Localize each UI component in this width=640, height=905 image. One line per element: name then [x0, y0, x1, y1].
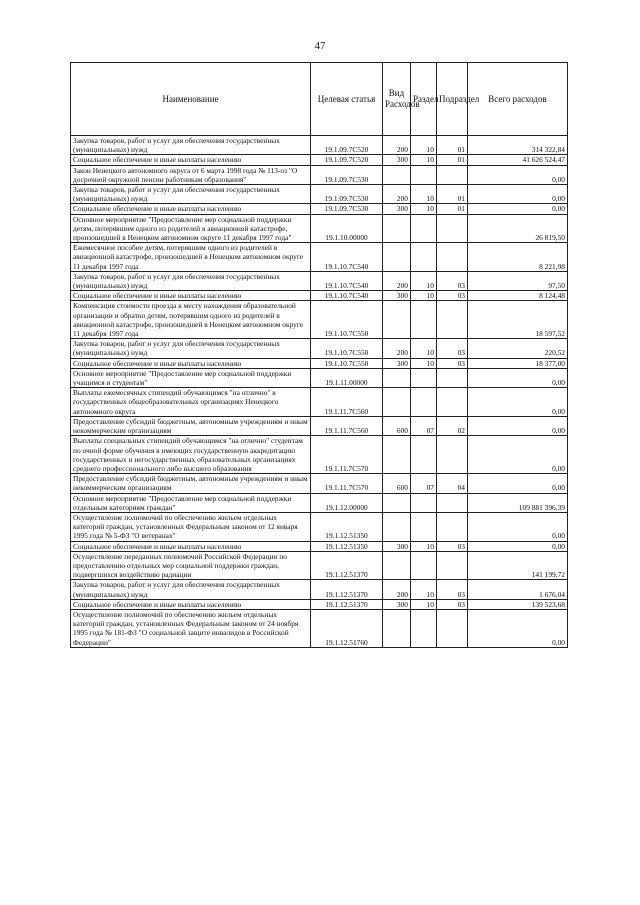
row-expense-type: 200 [383, 339, 411, 358]
row-expense-type [383, 165, 411, 184]
table-row [71, 155, 568, 165]
row-section: 10 [411, 136, 437, 155]
row-total: 0,00 [468, 416, 568, 435]
row-subsection: 03 [437, 580, 468, 599]
row-subsection: 01 [437, 185, 468, 204]
row-article: 19.1.10.7С550 [311, 339, 383, 358]
row-subsection: 03 [437, 339, 468, 358]
row-section: 10 [411, 358, 437, 368]
row-article: 19.1.12.51350 [311, 541, 383, 551]
row-subsection [437, 551, 468, 580]
row-name: Социальное обеспечение и иные выплаты населению [71, 155, 311, 165]
row-section [411, 493, 437, 512]
row-article: 19.1.10.00000 [311, 214, 383, 243]
header-subsection: Подраздел [437, 63, 468, 136]
row-name: Предоставление субсидий бюджетным, автономным учреждениям и иным некоммерческим организациям [71, 416, 311, 435]
row-section [411, 214, 437, 243]
table-row [71, 214, 568, 243]
table-row [71, 416, 568, 435]
row-expense-type [383, 214, 411, 243]
row-subsection: 01 [437, 155, 468, 165]
row-expense-type: 300 [383, 358, 411, 368]
row-total: 0,00 [468, 165, 568, 184]
header-name: Наименование [71, 63, 311, 136]
row-section [411, 368, 437, 387]
row-name: Закон Ненецкого автономного округа от 6 марта 1998 года № 113-оз "О досрочной окружной пенсии работникам образования" [71, 165, 311, 184]
row-section [411, 388, 437, 417]
table-row [71, 599, 568, 609]
row-expense-type [383, 243, 411, 272]
header-section: Раздел [411, 63, 437, 136]
row-total: 8 221,98 [468, 243, 568, 272]
row-expense-type [383, 368, 411, 387]
row-name: Основное мероприятие "Предоставление мер социальной поддержки детям, потерявшим одного из родителей в авиационной катастрофе, произошедшей в Ненецком автономном округе 11 декабря 1997 года" [71, 214, 311, 243]
row-section: 10 [411, 155, 437, 165]
header-expense-type: Вид Расходов [383, 63, 411, 136]
table-row [71, 541, 568, 551]
table-row [71, 301, 568, 339]
page-number: 47 [314, 40, 326, 52]
row-subsection: 03 [437, 271, 468, 290]
row-subsection: 01 [437, 204, 468, 214]
row-name: Социальное обеспечение и иные выплаты населению [71, 599, 311, 609]
row-name: Закупка товаров, работ и услуг для обеспечения государственных (муниципальных) нужд [71, 580, 311, 599]
row-name: Социальное обеспечение и иные выплаты населению [71, 291, 311, 301]
row-total: 220,52 [468, 339, 568, 358]
row-subsection [437, 436, 468, 474]
row-expense-type: 300 [383, 291, 411, 301]
row-subsection: 03 [437, 599, 468, 609]
row-total: 141 199,72 [468, 551, 568, 580]
table-row [71, 185, 568, 204]
row-name: Закупка товаров, работ и услуг для обеспечения государственных (муниципальных) нужд [71, 136, 311, 155]
row-name: Социальное обеспечение и иные выплаты населению [71, 204, 311, 214]
row-total: 0,00 [468, 368, 568, 387]
row-article: 19.1.10.7С540 [311, 243, 383, 272]
row-total: 0,00 [468, 541, 568, 551]
row-section: 10 [411, 580, 437, 599]
row-expense-type [383, 436, 411, 474]
row-expense-type [383, 512, 411, 541]
row-section [411, 165, 437, 184]
table-row [71, 474, 568, 493]
row-total: 0,00 [468, 609, 568, 647]
row-expense-type [383, 493, 411, 512]
row-total: 18 597,52 [468, 301, 568, 339]
row-total: 18 377,00 [468, 358, 568, 368]
row-section [411, 512, 437, 541]
table-row [71, 204, 568, 214]
row-section: 10 [411, 541, 437, 551]
row-section [411, 609, 437, 647]
row-total: 0,00 [468, 204, 568, 214]
row-section: 10 [411, 339, 437, 358]
row-name: Закупка товаров, работ и услуг для обеспечения государственных (муниципальных) нужд [71, 271, 311, 290]
row-expense-type: 200 [383, 185, 411, 204]
table-body [71, 136, 568, 648]
table-row [71, 358, 568, 368]
table-row [71, 609, 568, 647]
row-total: 0,00 [468, 185, 568, 204]
row-name: Закупка товаров, работ и услуг для обеспечения государственных (муниципальных) нужд [71, 339, 311, 358]
row-total: 109 881 396,39 [468, 493, 568, 512]
row-article: 19.1.09.7С530 [311, 165, 383, 184]
row-name: Предоставление субсидий бюджетным, автономным учреждениям и иным некоммерческим организациям [71, 474, 311, 493]
row-expense-type [383, 388, 411, 417]
table-row [71, 368, 568, 387]
row-name: Компенсация стоимости проезда к месту нахождения образовательной организации и обратно детям, потерявшим одного из родителей в авиационной катастрофе, произошедшей в Ненецком автономном округе 11 декабря 1997 года [71, 301, 311, 339]
row-name: Выплаты ежемесячных стипендий обучающимся "на отлично" в государственных общеобразовательных организациях Ненецкого автономного округа [71, 388, 311, 417]
row-section: 10 [411, 185, 437, 204]
row-article: 19.1.11.7С570 [311, 474, 383, 493]
row-article: 19.1.09.7С520 [311, 136, 383, 155]
row-expense-type: 200 [383, 136, 411, 155]
table-row [71, 551, 568, 580]
row-section [411, 436, 437, 474]
row-subsection: 03 [437, 358, 468, 368]
row-expense-type: 200 [383, 580, 411, 599]
row-expense-type: 600 [383, 474, 411, 493]
row-article: 19.1.09.7С520 [311, 155, 383, 165]
row-article: 19.1.12.51370 [311, 580, 383, 599]
row-total: 26 819,50 [468, 214, 568, 243]
table-row [71, 339, 568, 358]
row-article: 19.1.12.51760 [311, 609, 383, 647]
row-name: Осуществление полномочий по обеспечению жильем отдельных категорий граждан, установленных Федеральным законом от 24 ноября 1995 года № 181-ФЗ "О социальной защите инвалидов в Российской Федерации" [71, 609, 311, 647]
table-row [71, 580, 568, 599]
budget-table [70, 62, 568, 648]
header-article: Целевая статья [311, 63, 383, 136]
row-subsection [437, 301, 468, 339]
row-subsection [437, 243, 468, 272]
row-name: Социальное обеспечение и иные выплаты населению [71, 541, 311, 551]
row-subsection [437, 368, 468, 387]
table-row [71, 493, 568, 512]
table-row [71, 291, 568, 301]
row-total: 314 322,84 [468, 136, 568, 155]
row-total: 1 676,04 [468, 580, 568, 599]
row-expense-type: 200 [383, 271, 411, 290]
row-expense-type: 600 [383, 416, 411, 435]
row-subsection [437, 493, 468, 512]
table-row [71, 165, 568, 184]
row-name: Ежемесячное пособие детям, потерявшим одного из родителей в авиационной катастрофе, произошедшей в Ненецком автономном округе 11 декабря 1997 года [71, 243, 311, 272]
row-name: Осуществление переданных полномочий Российской Федерации по предоставлению отдельных мер социальной поддержки граждан, подвергшихся воздействию радиации [71, 551, 311, 580]
row-total: 97,50 [468, 271, 568, 290]
row-section: 10 [411, 599, 437, 609]
row-article: 19.1.10.7С550 [311, 301, 383, 339]
row-expense-type: 300 [383, 599, 411, 609]
row-section [411, 301, 437, 339]
table-header-row [71, 63, 568, 136]
row-name: Социальное обеспечение и иные выплаты населению [71, 358, 311, 368]
row-total: 41 626 524,47 [468, 155, 568, 165]
row-article: 19.1.09.7С530 [311, 185, 383, 204]
row-name: Основное мероприятие "Предоставление мер социальной поддержки учащимся и студентам" [71, 368, 311, 387]
table-row [71, 512, 568, 541]
row-subsection [437, 609, 468, 647]
row-subsection: 03 [437, 541, 468, 551]
row-subsection: 01 [437, 136, 468, 155]
row-expense-type: 300 [383, 204, 411, 214]
row-total: 0,00 [468, 512, 568, 541]
row-article: 19.1.11.7С570 [311, 436, 383, 474]
row-article: 19.1.11.7С560 [311, 388, 383, 417]
row-article: 19.1.12.51350 [311, 512, 383, 541]
row-total: 139 523,68 [468, 599, 568, 609]
row-section [411, 551, 437, 580]
row-subsection [437, 512, 468, 541]
table-row [71, 388, 568, 417]
row-expense-type: 300 [383, 155, 411, 165]
table-row [71, 136, 568, 155]
row-total: 0,00 [468, 436, 568, 474]
row-expense-type [383, 551, 411, 580]
row-subsection: 04 [437, 474, 468, 493]
row-article: 19.1.10.7С540 [311, 271, 383, 290]
table-row [71, 436, 568, 474]
row-section: 10 [411, 291, 437, 301]
row-total: 0,00 [468, 388, 568, 417]
row-subsection [437, 388, 468, 417]
row-section: 07 [411, 474, 437, 493]
table-row [71, 271, 568, 290]
row-section: 10 [411, 271, 437, 290]
row-article: 19.1.09.7С530 [311, 204, 383, 214]
table-row [71, 243, 568, 272]
row-expense-type: 300 [383, 541, 411, 551]
row-article: 19.1.12.51370 [311, 599, 383, 609]
row-name: Основное мероприятие "Предоставление мер социальной поддержки отдельным категориям граждан" [71, 493, 311, 512]
row-article: 19.1.10.7С550 [311, 358, 383, 368]
row-section: 10 [411, 204, 437, 214]
row-section: 07 [411, 416, 437, 435]
row-total: 8 124,48 [468, 291, 568, 301]
row-subsection: 02 [437, 416, 468, 435]
row-name: Осуществление полномочий по обеспечению жильем отдельных категорий граждан, установленных Федеральным законом от 12 января 1995 года № 5-ФЗ "О ветеранах" [71, 512, 311, 541]
row-article: 19.1.12.00000 [311, 493, 383, 512]
row-article: 19.1.11.7С560 [311, 416, 383, 435]
row-subsection [437, 214, 468, 243]
header-total: Всего расходов [468, 63, 568, 136]
row-subsection [437, 165, 468, 184]
row-expense-type [383, 301, 411, 339]
row-expense-type [383, 609, 411, 647]
row-total: 0,00 [468, 474, 568, 493]
row-article: 19.1.11.00000 [311, 368, 383, 387]
row-subsection: 03 [437, 291, 468, 301]
row-article: 19.1.10.7С540 [311, 291, 383, 301]
row-article: 19.1.12.51370 [311, 551, 383, 580]
row-name: Выплаты специальных стипендий обучающимся "на отлично" студентам по очной форме обучения в имеющих государственную аккредитацию государственных и негосударственных образовательных организациях среднего профессионального либо высшего образования [71, 436, 311, 474]
row-name: Закупка товаров, работ и услуг для обеспечения государственных (муниципальных) нужд [71, 185, 311, 204]
row-section [411, 243, 437, 272]
